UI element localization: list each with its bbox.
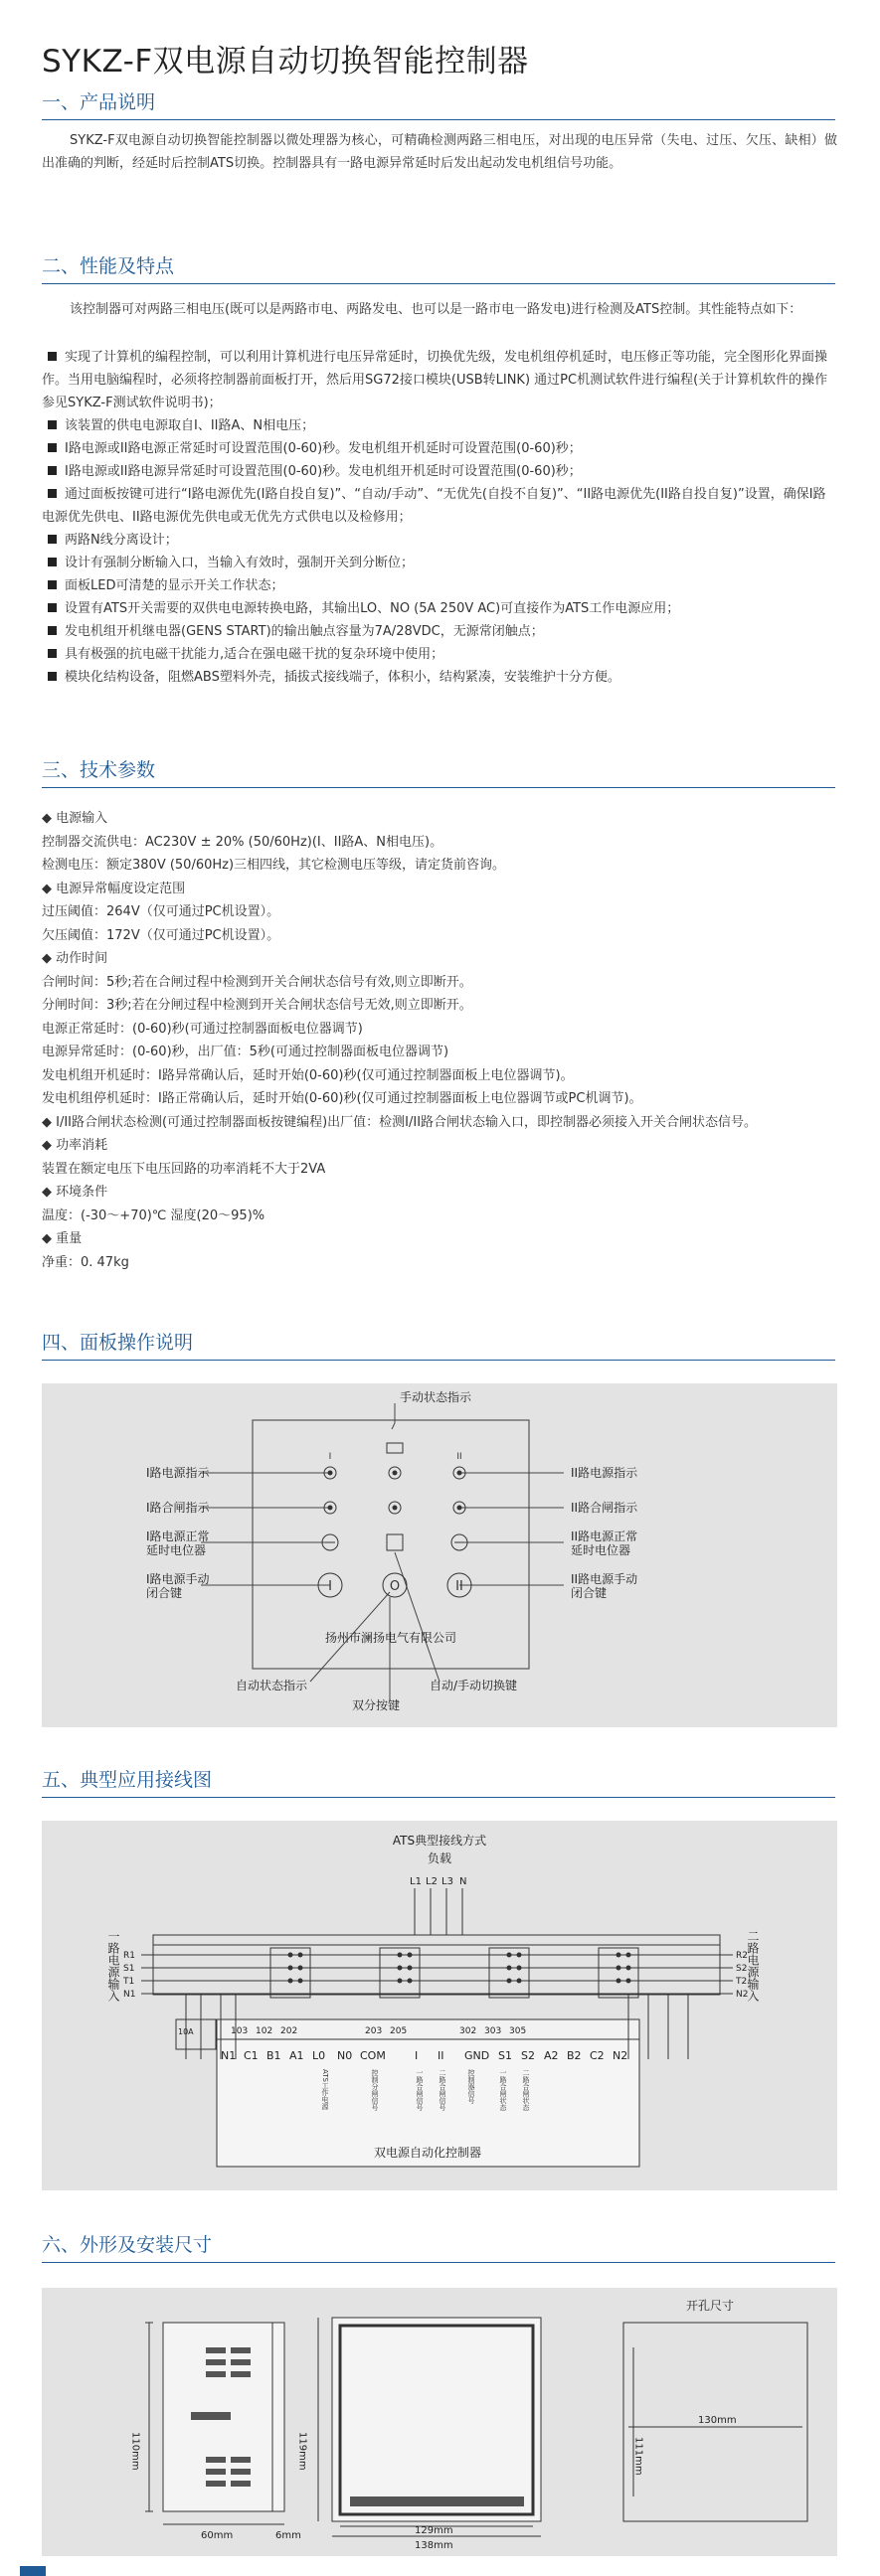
vlabel-l2-close: 二路合闸信号 — [439, 2069, 446, 2111]
term-303: 303 — [484, 2026, 502, 2036]
term-205: 205 — [390, 2026, 408, 2036]
section-6-title: 六、外形及安装尺寸 — [42, 2234, 213, 2256]
spec-line: 检测电压：额定380V (50/60Hz)三相四线，其它检测电压等级，请定货前咨询。 — [42, 858, 506, 873]
line-N: N — [459, 1876, 467, 1887]
label-auto-status: 自动状态指示 — [236, 1679, 308, 1692]
spec-line: 装置在额定电压下电压回路的功率消耗不大于2VA — [42, 1161, 326, 1177]
phase-T2: T2 — [736, 1977, 748, 1987]
term-N2: N2 — [613, 2049, 628, 2062]
dim-111: 111mm — [632, 2437, 644, 2476]
spec-line: 发电机组停机延时：I路正常确认后，延时开始(0-60)秒(仅可通过控制器面板上电位器调节或PC机调节)。 — [42, 1091, 642, 1106]
spec-line: ◆ I/II路合闸状态检测(可通过控制器面板按键编程)出厂值：检测I/II路合闸状态输入口，即控制器必须接入开关合闸状态信号。 — [42, 1114, 758, 1130]
spec-line: 净重：0. 47kg — [42, 1254, 129, 1270]
feature-item: 设置有ATS开关需要的双供电电源转换电路，其输出LO、NO (5A 250V AC)可直接作为ATS工作电源应用； — [42, 597, 837, 620]
section-5-rule — [42, 1797, 835, 1798]
dim-130: 130mm — [698, 2415, 737, 2426]
section-2-rule — [42, 283, 835, 284]
phase-S1: S1 — [123, 1964, 135, 1974]
cutout-title: 开孔尺寸 — [686, 2299, 735, 2313]
term-C1: C1 — [244, 2049, 259, 2062]
phase-T1: T1 — [123, 1977, 135, 1987]
footer-accent-bar — [20, 2566, 46, 2576]
spec-line: 发电机组开机延时：I路异常确认后，延时开始(0-60)秒(仅可通过控制器面板上电位器调节)。 — [42, 1067, 574, 1083]
term-L0: L0 — [312, 2049, 326, 2062]
section-3-rule — [42, 787, 835, 788]
term-B1: B1 — [266, 2049, 281, 2062]
label-dual-open: 双分按键 — [352, 1698, 401, 1712]
bullet-square-icon — [48, 649, 57, 658]
section-4-title: 四、面板操作说明 — [42, 1332, 194, 1354]
section-5-heading — [42, 1767, 835, 1798]
label-l2-close: II路合闸指示 — [571, 1501, 638, 1515]
phase-S2: S2 — [736, 1964, 748, 1974]
feature-list — [42, 346, 837, 689]
term-202: 202 — [280, 2026, 298, 2036]
key-O-glyph: O — [389, 1579, 401, 1594]
feature-item: I路电源或II路电源异常延时可设置范围(0-60)秒。发电机组开机延时可设置范围(0-60)秒； — [42, 460, 837, 483]
spec-line: ◆ 电源异常幅度设定范围 — [42, 881, 186, 896]
page-title: SYKZ-F双电源自动切换智能控制器 — [42, 44, 529, 80]
vlabel-l1-close: 一路合闸信号 — [416, 2069, 424, 2111]
section-1-body — [42, 129, 837, 175]
label-l2-delay-a: II路电源正常 — [571, 1530, 638, 1543]
phase-R2: R2 — [736, 1951, 748, 1961]
spec-line: 温度：(-30～+70)℃ 湿度(20～95)% — [42, 1208, 265, 1223]
label-l2-power: II路电源指示 — [571, 1466, 638, 1480]
bullet-square-icon — [48, 626, 57, 635]
bullet-square-icon — [48, 443, 57, 452]
section-6-rule — [42, 2262, 835, 2263]
dim-129: 129mm — [415, 2525, 453, 2536]
spec-line: 电源异常延时：(0-60)秒，出厂值：5秒(可通过控制器面板电位器调节) — [42, 1045, 449, 1059]
term-A1: A1 — [289, 2049, 304, 2062]
term-203: 203 — [365, 2026, 383, 2036]
dimension-diagram — [42, 2288, 837, 2556]
label-l2-manual-b: 闭合键 — [571, 1586, 608, 1600]
feature-item: 该装置的供电电源取自I、II路A、N相电压； — [42, 414, 837, 437]
term-A2: A2 — [544, 2049, 559, 2062]
label-l2-delay-b: 延时电位器 — [571, 1543, 631, 1557]
spec-line: 控制器交流供电：AC230V ± 20% (50/60Hz)(I、II路A、N相电压)。 — [42, 834, 443, 850]
line-L2: L2 — [426, 1876, 438, 1887]
section-1-text: SYKZ-F双电源自动切换智能控制器以微处理器为核心，可精确检测两路三相电压，对出现的电压异常（失电、过压、欠压、缺相）做出准确的判断，经延时后控制ATS切换。控制器具有一路电源异常延时后发出起动发电机组信号功能。 — [42, 133, 837, 171]
bullet-square-icon — [48, 420, 57, 429]
bullet-square-icon — [48, 535, 57, 544]
term-302: 302 — [459, 2026, 477, 2036]
vlabel-l2-status: 二路合闸状态 — [522, 2069, 530, 2111]
feature-item: 两路N线分离设计； — [42, 529, 837, 552]
dim-60: 60mm — [201, 2530, 234, 2541]
spec-line: ◆ 环境条件 — [42, 1185, 108, 1200]
spec-line: 合闸时间：5秒;若在合闸过程中检测到开关合闸状态信号有效,则立即断开。 — [42, 974, 472, 990]
bullet-square-icon — [48, 603, 57, 612]
bullet-square-icon — [48, 489, 57, 498]
label-l2-manual-a: II路电源手动 — [571, 1572, 638, 1586]
section-2-title: 二、性能及特点 — [42, 255, 175, 277]
spec-line: 分闸时间：3秒;若在分闸过程中检测到开关合闸状态信号无效,则立即断开。 — [42, 998, 472, 1013]
term-S1: S1 — [498, 2049, 512, 2062]
label-l1-delay-b: 延时电位器 — [146, 1543, 207, 1557]
bullet-square-icon — [48, 558, 57, 566]
label-l1-power: I路电源指示 — [146, 1466, 210, 1480]
section-6-heading — [42, 2232, 835, 2263]
section-2-intro — [42, 298, 837, 321]
vlabel-controller-signal: 控制器信号 — [467, 2069, 475, 2104]
term-103: 103 — [231, 2026, 249, 2036]
wiring-load: 负载 — [427, 1852, 452, 1865]
dimension-svg — [42, 2288, 837, 2556]
vlabel-l1-status: 一路合闸状态 — [499, 2069, 507, 2111]
label-company: 扬州市澜扬电气有限公司 — [324, 1631, 457, 1645]
section-2-heading — [42, 253, 835, 284]
term-305: 305 — [509, 2026, 527, 2036]
feature-item: 面板LED可清楚的显示开关工作状态； — [42, 574, 837, 597]
feature-item: 通过面板按键可进行“I路电源优先(I路自投自复)”、“自动/手动”、“无优先(自投不自复)”、“II路电源优先(II路自投自复)”设置，确保I路电源优先供电、II路电源优先供电或无优先方式供电以及检修用； — [42, 487, 826, 525]
label-l1-close: I路合闸指示 — [146, 1501, 210, 1515]
term-I: I — [415, 2049, 419, 2062]
spec-line: ◆ 动作时间 — [42, 951, 108, 966]
feature-item: 模块化结构设备，阻燃ABS塑料外壳，插拔式接线端子，体积小，结构紧凑，安装维护十分方便。 — [42, 666, 837, 689]
spec-line: 欠压阈值：172V（仅可通过PC机设置）。 — [42, 927, 280, 943]
feature-item: 发电机组开机继电器(GENS START)的输出触点容量为7A/28VDC，无源常闭触点； — [42, 620, 837, 643]
term-N0: N0 — [337, 2049, 353, 2062]
term-N1: N1 — [221, 2049, 237, 2062]
spec-line: ◆ 电源输入 — [42, 811, 108, 826]
vlabel-ats-power: ATS工作电源 — [321, 2069, 329, 2110]
phase-R1: R1 — [123, 1951, 135, 1961]
spec-line: ◆ 功率消耗 — [42, 1138, 108, 1153]
wiring-diagram — [42, 1821, 837, 2190]
term-C2: C2 — [590, 2049, 605, 2062]
top-I-label: I — [328, 1452, 332, 1462]
line-L3: L3 — [441, 1876, 453, 1887]
term-102: 102 — [256, 2026, 273, 2036]
section-1-heading — [42, 89, 835, 120]
spec-line: 过压阈值：264V（仅可通过PC机设置）。 — [42, 904, 280, 919]
section-1-rule — [42, 119, 835, 120]
section-2-intro-text: 该控制器可对两路三相电压(既可以是两路市电、两路发电、也可以是一路市电一路发电)进行检测及ATS控制。其性能特点如下： — [70, 302, 802, 317]
dim-138: 138mm — [415, 2540, 453, 2551]
bullet-square-icon — [48, 466, 57, 475]
dim-6: 6mm — [275, 2530, 301, 2541]
vlabel-control-open: 控制分闸信号 — [371, 2069, 379, 2111]
spec-list — [42, 807, 837, 1274]
section-5-title: 五、典型应用接线图 — [42, 1769, 213, 1791]
term-S2: S2 — [521, 2049, 535, 2062]
feature-item: 设计有强制分断输入口，当输入有效时，强制开关到分断位； — [42, 552, 837, 574]
wiring-svg — [42, 1821, 837, 2190]
left-source-label: 一路电源输入 — [106, 1930, 120, 2002]
bullet-square-icon — [48, 580, 57, 589]
phase-N1: N1 — [123, 1990, 136, 2000]
line-L1: L1 — [410, 1876, 422, 1887]
key-I-glyph: I — [328, 1579, 332, 1594]
panel-diagram — [42, 1383, 837, 1727]
dim-110: 110mm — [129, 2432, 141, 2471]
label-manual-status: 手动状态指示 — [400, 1390, 472, 1404]
label-auto-manual: 自动/手动切换键 — [430, 1679, 518, 1692]
key-II-glyph: II — [455, 1579, 463, 1594]
term-COM: COM — [360, 2049, 386, 2062]
label-l1-delay-a: I路电源正常 — [146, 1530, 210, 1543]
feature-item: 具有极强的抗电磁干扰能力,适合在强电磁干扰的复杂环境中使用； — [42, 643, 837, 666]
spec-line: 电源正常延时：(0-60)秒(可通过控制器面板电位器调节) — [42, 1021, 363, 1037]
spec-line: ◆ 重量 — [42, 1231, 83, 1246]
term-II: II — [438, 2049, 444, 2062]
bullet-square-icon — [48, 672, 57, 681]
section-3-heading — [42, 757, 835, 788]
section-4-rule — [42, 1360, 835, 1361]
right-source-label: 二路电源输入 — [746, 1930, 760, 2002]
bullet-square-icon — [48, 352, 57, 361]
section-1-title: 一、产品说明 — [42, 91, 156, 113]
section-4-heading — [42, 1330, 835, 1361]
panel-svg — [42, 1383, 837, 1727]
label-l1-manual-a: I路电源手动 — [146, 1572, 210, 1586]
top-II-label: II — [456, 1452, 462, 1462]
phase-N2: N2 — [736, 1990, 749, 2000]
feature-item: I路电源或II路电源正常延时可设置范围(0-60)秒。发电机组开机延时可设置范围(0-60)秒； — [42, 437, 837, 460]
label-l1-manual-b: 闭合键 — [146, 1586, 183, 1600]
term-GND: GND — [464, 2049, 490, 2062]
feature-item: 实现了计算机的编程控制，可以利用计算机进行电压异常延时，切换优先级，发电机组停机延时，电压修正等功能，完全图形化界面操作。当用电脑编程时，必须将控制器前面板打开，然后用SG72接口模块(USB转LINK) 通过PC机测试软件进行编程(关于计算机软件的操作参见SYKZ-F测试软件说明书)； — [42, 350, 828, 410]
fuse-label: 10A — [178, 2027, 194, 2036]
term-B2: B2 — [567, 2049, 582, 2062]
controller-label: 双电源自动化控制器 — [373, 2146, 482, 2160]
section-3-title: 三、技术参数 — [42, 759, 156, 781]
wiring-title: ATS典型接线方式 — [392, 1834, 487, 1848]
dim-119: 119mm — [296, 2432, 308, 2471]
